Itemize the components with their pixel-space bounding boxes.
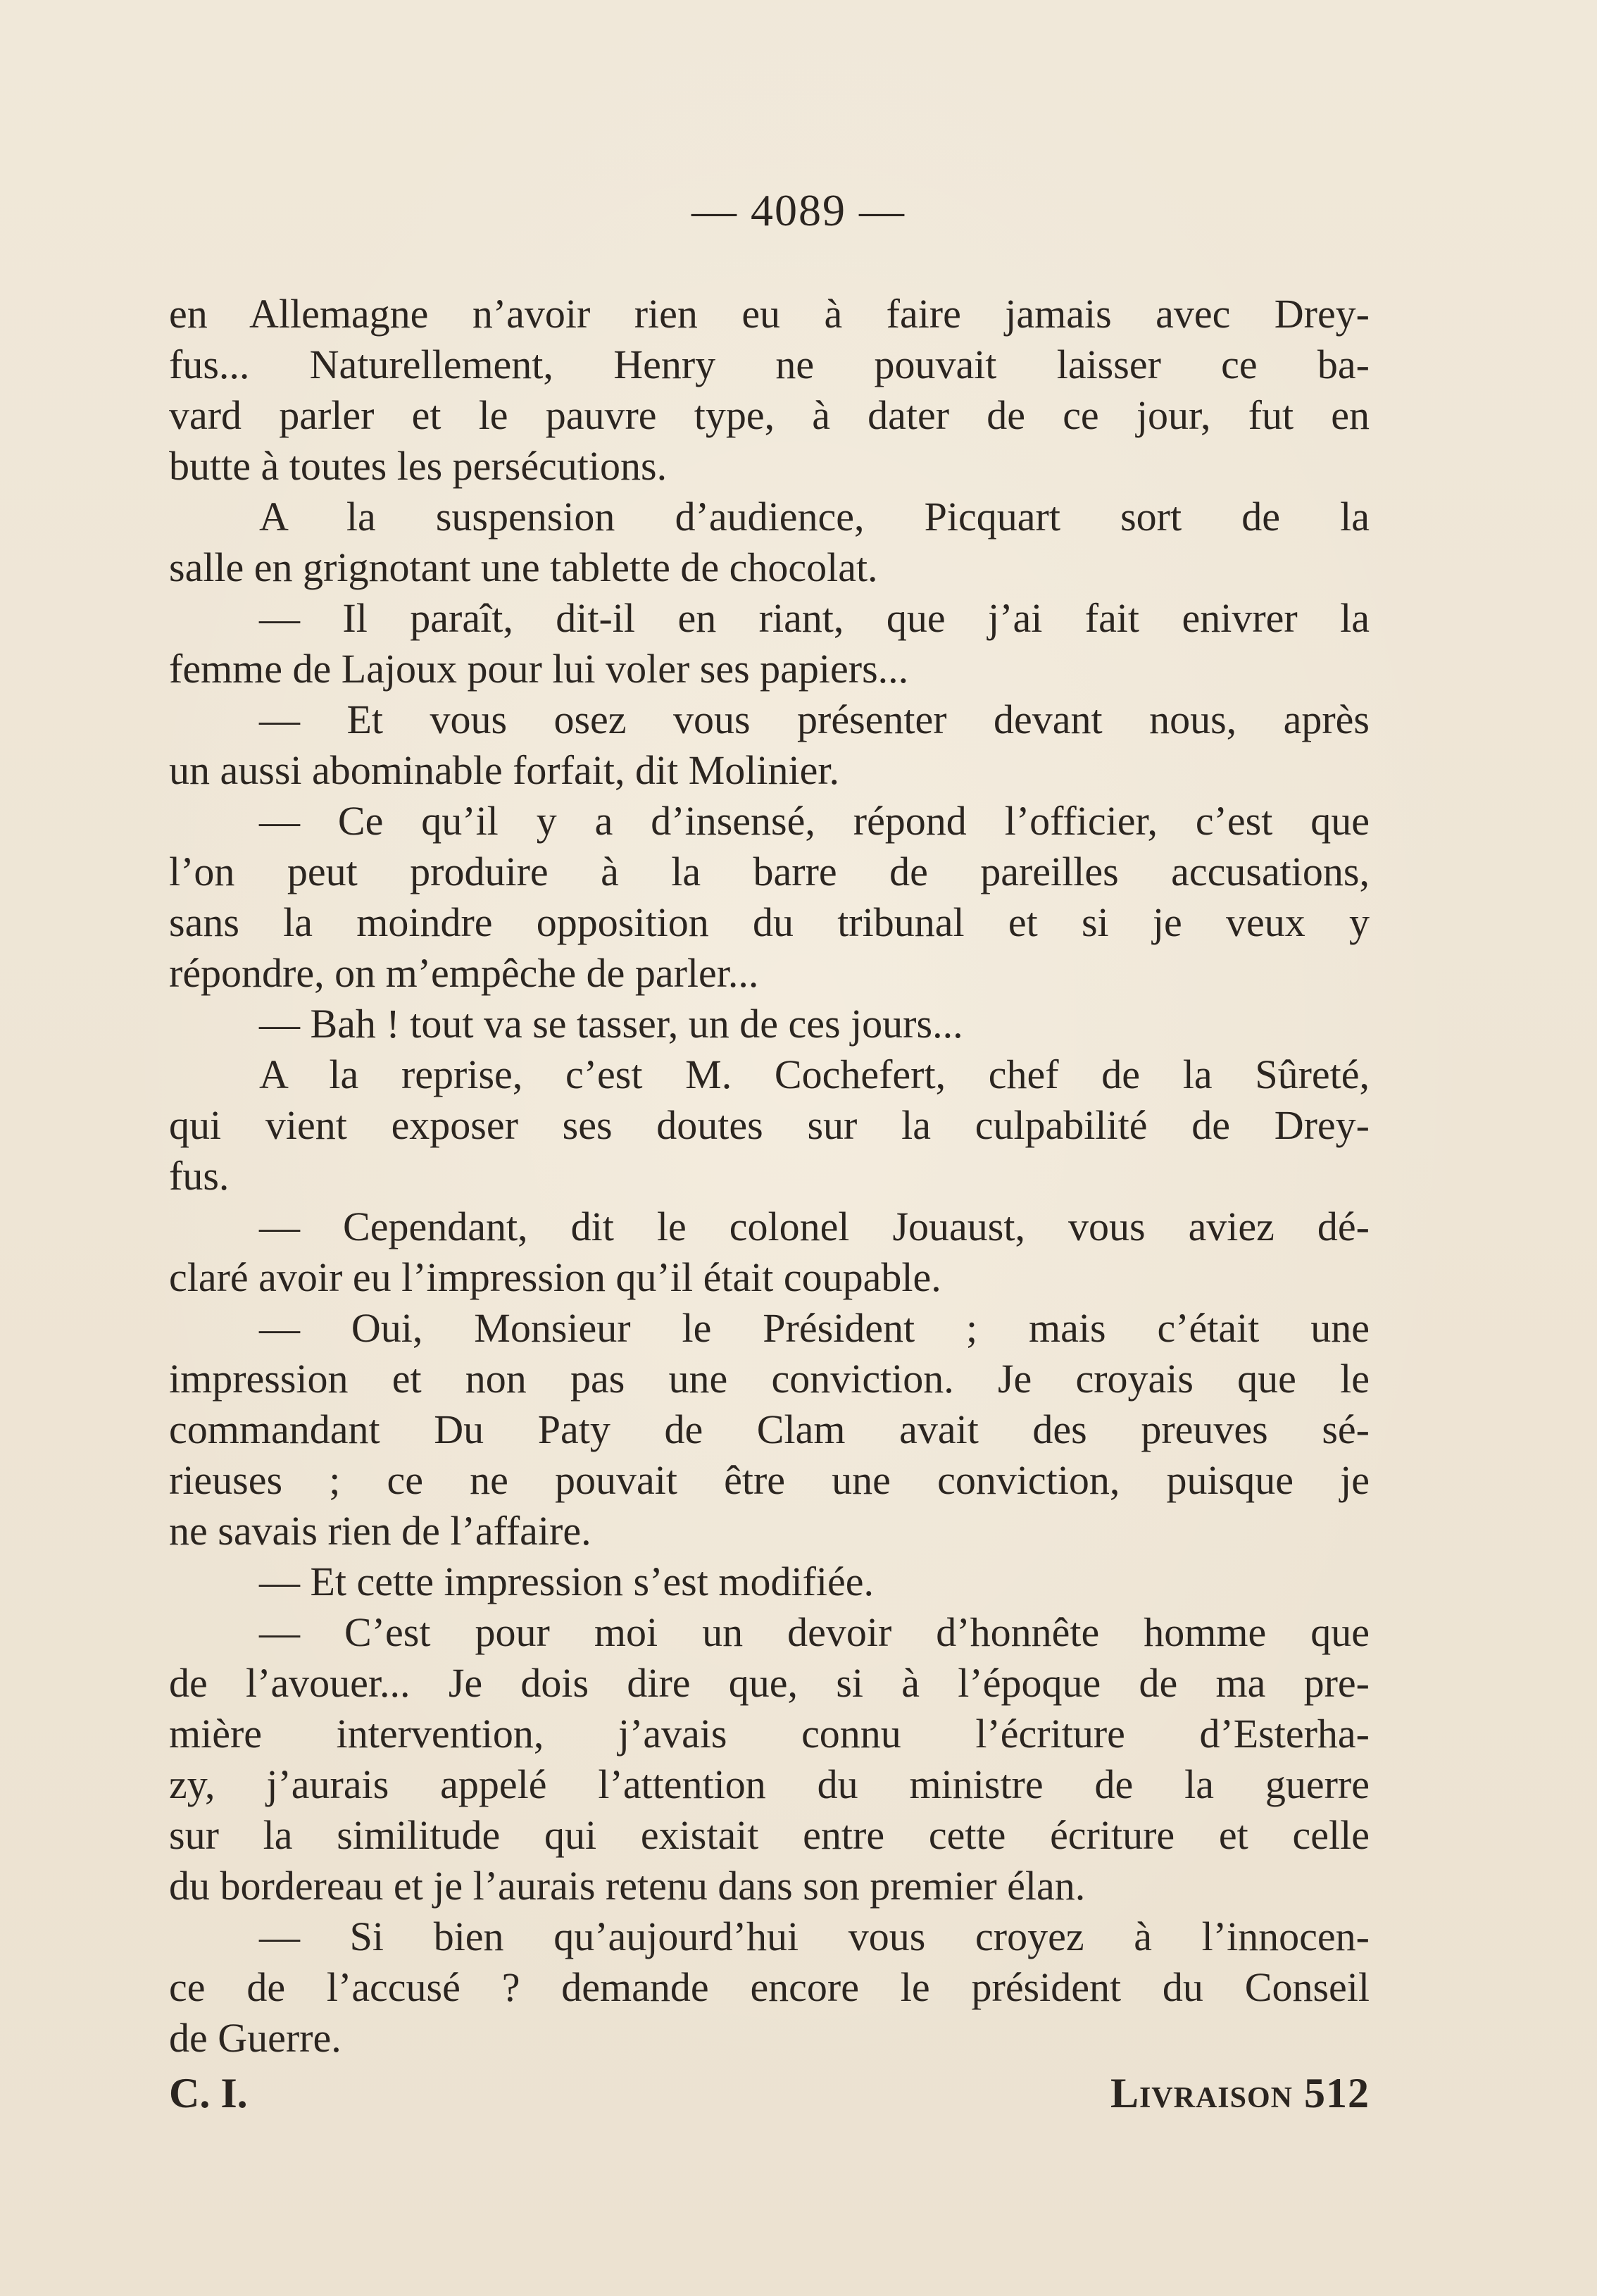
text-line: de Guerre. xyxy=(169,2015,342,2061)
text-line: — Bah ! tout va se tasser, un de ces jours... xyxy=(259,1001,963,1047)
text-line: — Et vous osez vous présenter devant nous, après xyxy=(259,697,1370,742)
text-line: — Cependant, dit le colonel Jouaust, vous aviez dé- xyxy=(259,1204,1370,1249)
text-line: zy, j’aurais appelé l’attention du ministre de la guerre xyxy=(169,1761,1370,1807)
text-line: répondre, on m’empêche de parler... xyxy=(169,950,759,996)
text-line: claré avoir eu l’impression qu’il était coupable. xyxy=(169,1254,941,1300)
text-line: un aussi abominable forfait, dit Molinier. xyxy=(169,747,839,793)
text-line: commandant Du Paty de Clam avait des preuves sé- xyxy=(169,1406,1370,1452)
text-line: — Si bien qu’aujourd’hui vous croyez à l’innocen- xyxy=(259,1914,1370,1959)
page-number: — 4089 — xyxy=(691,185,906,235)
text-line: fus. xyxy=(169,1153,230,1199)
text-line: sans la moindre opposition du tribunal et si je veux y xyxy=(169,899,1370,945)
page-footer xyxy=(169,2069,1370,2126)
text-line: — Oui, Monsieur le Président ; mais c’était une xyxy=(259,1305,1370,1351)
text-line: A la reprise, c’est M. Cochefert, chef de la Sûreté, xyxy=(259,1052,1370,1097)
text-line: du bordereau et je l’aurais retenu dans son premier élan. xyxy=(169,1863,1086,1909)
text-line: l’on peut produire à la barre de pareilles accusations, xyxy=(169,849,1370,894)
text-line: — Ce qu’il y a d’insensé, répond l’officier, c’est que xyxy=(259,798,1370,844)
text-line: femme de Lajoux pour lui voler ses papiers... xyxy=(169,646,909,692)
text-line: — Et cette impression s’est modifiée. xyxy=(259,1559,875,1604)
body-text xyxy=(169,289,1370,2064)
text-line: ne savais rien de l’affaire. xyxy=(169,1508,591,1554)
text-line: fus... Naturellement, Henry ne pouvait laisser ce ba- xyxy=(169,342,1370,387)
text-line: impression et non pas une conviction. Je croyais que le xyxy=(169,1356,1370,1402)
text-line: de l’avouer... Je dois dire que, si à l’époque de ma pre- xyxy=(169,1660,1370,1706)
text-line: qui vient exposer ses doutes sur la culpabilité de Drey- xyxy=(169,1102,1370,1148)
issue-number: Livraison 512 xyxy=(1110,2070,1370,2116)
text-line: vard parler et le pauvre type, à dater de ce jour, fut en xyxy=(169,392,1370,438)
text-line: ce de l’accusé ? demande encore le président du Conseil xyxy=(169,1964,1370,2010)
text-line: — C’est pour moi un devoir d’honnête homme que xyxy=(259,1609,1370,1655)
text-line: sur la similitude qui existait entre cette écriture et celle xyxy=(169,1812,1370,1858)
text-line: en Allemagne n’avoir rien eu à faire jamais avec Drey- xyxy=(169,291,1370,337)
text-line: rieuses ; ce ne pouvait être une conviction, puisque je xyxy=(169,1457,1370,1503)
text-line: A la suspension d’audience, Picquart sort de la xyxy=(259,494,1370,539)
text-line: salle en grignotant une tablette de chocolat. xyxy=(169,544,878,590)
signature-mark: C. I. xyxy=(169,2070,248,2116)
text-line: butte à toutes les persécutions. xyxy=(169,443,668,489)
text-line: mière intervention, j’avais connu l’écriture d’Esterha- xyxy=(169,1711,1370,1757)
text-line: — Il paraît, dit-il en riant, que j’ai fait enivrer la xyxy=(259,595,1370,641)
